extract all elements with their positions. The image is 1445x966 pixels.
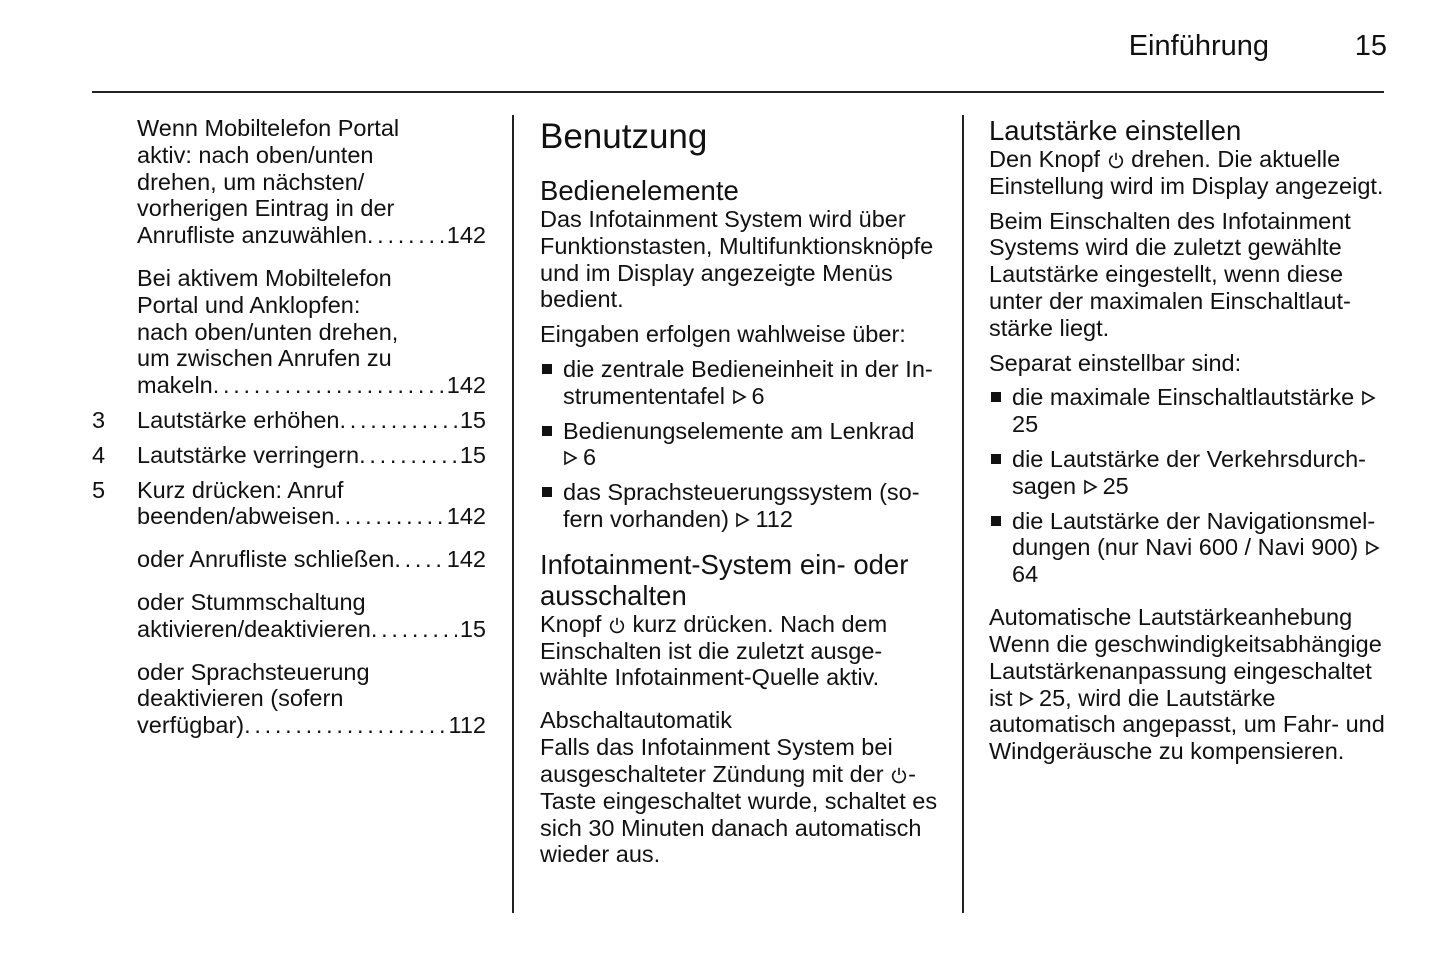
entry-page-number[interactable]: 142: [446, 546, 486, 573]
entry-text: Anrufliste anzuwählen: [137, 222, 367, 249]
entry-text: Kurz drücken: Anruf: [137, 476, 344, 503]
bullet-square-icon: [991, 454, 1001, 464]
entry-text: vorherigen Eintrag in der: [137, 195, 395, 222]
page-reference[interactable]: 6: [751, 382, 765, 409]
entry-text: oder Stummschaltung: [137, 588, 366, 615]
entry-text: nach oben/unten drehen,: [137, 318, 399, 345]
column-divider-2: [962, 115, 964, 913]
list-item-text: die Lautstärke der Navigationsmeldungen (nur Navi 600 / Navi 900): [1012, 507, 1376, 561]
control-entry: [92, 477, 486, 531]
entry-text: beenden/abweisen: [137, 503, 335, 530]
control-list: [92, 115, 486, 739]
text: Knopf: [540, 610, 602, 637]
column-1: [92, 115, 486, 755]
heading-auto-anhebung: Automatische Lautstärkeanhebung: [989, 603, 1353, 630]
page-number: 15: [1354, 30, 1387, 62]
entry-text: Lautstärke erhöhen: [137, 406, 340, 433]
page-header-title: Einführung: [1128, 30, 1269, 62]
dot-leader: [367, 222, 444, 249]
entry-number: 4: [92, 441, 106, 468]
entry-text: Portal und Anklopfen:: [137, 291, 361, 318]
list-item: [989, 508, 1389, 588]
list-item: [989, 446, 1389, 500]
entry-leader-line: [137, 616, 486, 643]
entry-leader-line: [137, 503, 486, 530]
dot-leader: [213, 372, 444, 399]
power-icon: [890, 766, 908, 784]
heading-bedienelemente: Bedienelemente: [540, 175, 739, 206]
paragraph: Separat einstellbar sind:: [989, 349, 1242, 376]
paragraph: [540, 611, 940, 691]
control-entry: [92, 265, 486, 399]
dot-leader: [394, 546, 443, 573]
column-divider-1: [512, 115, 514, 913]
entry-leader-line: [137, 372, 486, 399]
text: , wird die Lautstärke automatisch angepasst, um Fahr- und Windgeräusche zu kompensieren.: [989, 684, 1385, 765]
page-reference-icon: [1083, 479, 1099, 495]
entry-page-number[interactable]: 112: [448, 712, 486, 739]
control-entry: [92, 546, 486, 573]
list-item: [540, 479, 940, 533]
paragraph: [540, 734, 940, 868]
entry-page-number[interactable]: 15: [459, 615, 486, 642]
dot-leader: [334, 503, 443, 530]
page-reference-icon: [1019, 691, 1035, 707]
heading-abschaltautomatik: Abschaltautomatik: [540, 707, 733, 734]
paragraph: Eingaben erfolgen wahlweise über:: [540, 321, 906, 348]
page-reference[interactable]: 25: [1039, 684, 1066, 711]
page-reference-icon: [732, 389, 748, 405]
control-entry: [92, 659, 486, 739]
dot-leader: [371, 616, 457, 643]
paragraph: [989, 631, 1389, 765]
text: Den Knopf: [989, 146, 1101, 172]
control-entry: [92, 407, 486, 434]
page-reference[interactable]: 25: [1012, 411, 1039, 438]
entry-page-number[interactable]: 15: [459, 441, 486, 468]
text: kurz drücken. Nach dem Einschalten ist die zuletzt ausgewählte Infotainment-Quelle aktiv.: [540, 610, 888, 691]
control-entry: [92, 442, 486, 469]
power-icon: [608, 616, 626, 634]
entry-leader-line: [137, 222, 486, 249]
entry-text: aktiv: nach oben/unten: [137, 141, 374, 168]
bullet-list: [989, 384, 1389, 588]
page-reference-icon: [563, 450, 579, 466]
bullet-square-icon: [991, 516, 1001, 526]
column-3: [989, 115, 1389, 773]
column-2: [540, 115, 940, 876]
entry-text: Lautstärke verringern: [137, 441, 360, 468]
page-reference[interactable]: 112: [755, 505, 793, 532]
entry-leader-line: [137, 546, 486, 573]
bullet-square-icon: [542, 487, 552, 497]
entry-page-number[interactable]: 142: [446, 372, 486, 399]
heading-ein-aus: Infotainment-System ein- oder ausschalten: [540, 548, 909, 611]
page-reference-icon: [735, 512, 751, 528]
page-reference-icon: [1361, 390, 1377, 406]
bullet-square-icon: [542, 364, 552, 374]
section-title: Benutzung: [540, 117, 708, 156]
page-reference-icon: [1365, 540, 1381, 556]
page-reference[interactable]: 6: [583, 444, 597, 471]
list-item-text: die maximale Einschaltlautstärke: [1012, 384, 1355, 411]
text: drehen. Die aktuelle Einstellung wird im Display angezeigt.: [989, 146, 1384, 199]
dot-leader: [359, 442, 457, 469]
header-rule: [92, 91, 1384, 93]
entry-text: Wenn Mobiltelefon Portal: [137, 115, 400, 141]
entry-page-number[interactable]: 142: [446, 503, 486, 530]
section-abschaltautomatik: [540, 707, 940, 868]
section-auto-anhebung: [989, 604, 1389, 765]
entry-leader-line: [137, 712, 486, 739]
control-entry: [92, 115, 486, 249]
section-bedienelemente: [540, 175, 940, 533]
entry-leader-line: [137, 442, 486, 469]
list-item: [540, 418, 940, 472]
list-item: [989, 384, 1389, 438]
text: -Taste eingeschaltet wurde, schaltet es sich 30 Minuten danach automatisch wieder aus.: [540, 760, 938, 868]
entry-leader-line: [137, 407, 486, 434]
entry-text: aktivieren/deaktivieren: [137, 615, 371, 642]
entry-page-number[interactable]: 15: [459, 406, 486, 433]
paragraph: Das Infotainment System wird über Funktionstasten, Multifunktionsknöpfe und im Display angezeigte Menüs bedient.: [540, 206, 934, 313]
text: Wenn die geschwindigkeitsabhängige Lautstärkenanpassung eingeschaltet ist: [989, 630, 1382, 711]
page-reference[interactable]: 25: [1102, 472, 1129, 499]
list-item-text: die zentrale Bedieneinheit in der Instrumententafel: [563, 355, 933, 409]
power-icon: [1107, 151, 1125, 169]
entry-text: Bei aktivem Mobiltelefon: [137, 264, 392, 291]
entry-text: verfügbar): [137, 712, 245, 739]
bullet-list: [540, 356, 940, 533]
entry-text: um zwischen Anrufen zu: [137, 345, 392, 372]
bullet-square-icon: [542, 426, 552, 436]
section-lautstaerke: [989, 115, 1389, 588]
section-ein-aus: [540, 549, 940, 691]
heading-lautstaerke: Lautstärke einstellen: [989, 115, 1242, 146]
list-item-text: Bedienungselemente am Lenkrad: [563, 417, 915, 444]
paragraph: [989, 146, 1389, 200]
dot-leader: [244, 712, 445, 739]
list-item-text: das Sprachsteuerungssystem (sofern vorhanden): [563, 479, 920, 532]
list-item: [540, 356, 940, 410]
text: Falls das Infotainment System bei ausgeschalteter Zündung mit der: [540, 734, 893, 787]
page-reference[interactable]: 64: [1012, 561, 1039, 588]
entry-page-number[interactable]: 142: [446, 222, 486, 249]
entry-number: 5: [92, 476, 106, 503]
entry-text: deaktivieren (sofern: [137, 685, 344, 712]
entry-number: 3: [92, 406, 106, 433]
entry-text: drehen, um nächsten/: [137, 168, 365, 195]
paragraph: Beim Einschalten des Infotainment Systems wird die zuletzt gewählte Lautstärke eingestellt, wenn diese unter der maximalen Einschaltlautstärke liegt.: [989, 207, 1351, 341]
list-item-text: die Lautstärke der Verkehrsdurchsagen: [1012, 445, 1366, 499]
dot-leader: [340, 407, 457, 434]
control-entry: [92, 589, 486, 643]
entry-text: makeln: [137, 372, 213, 399]
entry-text: oder Anrufliste schließen: [137, 546, 395, 573]
entry-text: oder Sprachsteuerung: [137, 658, 370, 685]
bullet-square-icon: [991, 392, 1001, 402]
